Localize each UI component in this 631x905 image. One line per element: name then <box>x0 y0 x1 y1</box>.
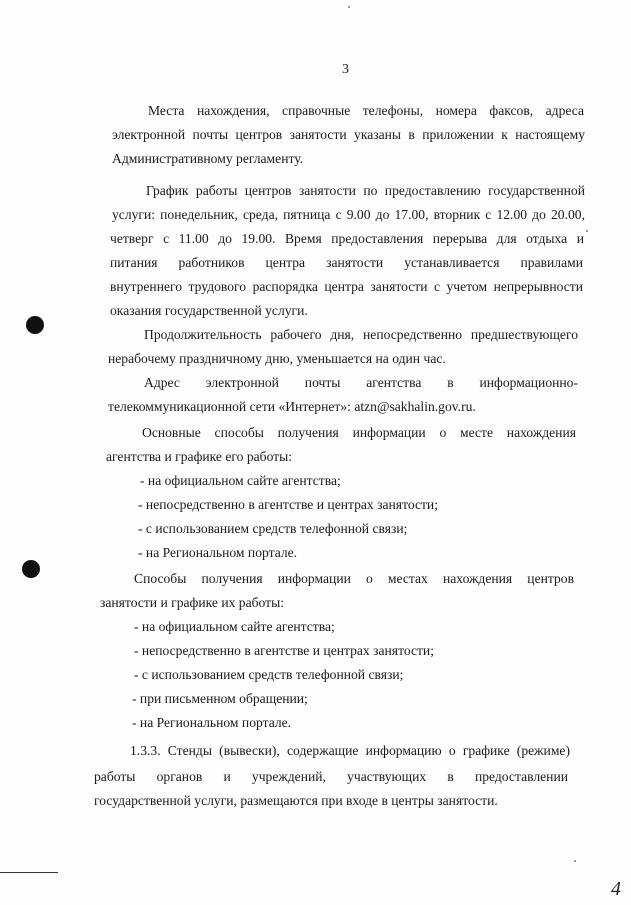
list-item: - на Региональном портале. <box>132 715 292 730</box>
text-line: услуги: понедельник, среда, пятница с 9.00 до 17.00, вторник с 12.00 до 20.00, <box>112 207 585 222</box>
list-item: - на официальном сайте агентства; <box>140 473 341 488</box>
text-line: Административному регламенту. <box>112 151 304 166</box>
text-line: внутреннего трудового распорядка центра занятости с учетом непрерывности <box>110 279 583 294</box>
text-line: 1.3.3. Стенды (вывески), содержащие информацию о графике (режиме) <box>130 743 570 758</box>
list-item: - с использованием средств телефонной связи; <box>134 667 404 682</box>
scan-speck <box>586 230 588 232</box>
text-line: государственной услуги, размещаются при входе в центры занятости. <box>94 793 498 808</box>
text-line: Места нахождения, справочные телефоны, номера факсов, адреса <box>148 103 584 118</box>
text-line: питания работников центра занятости устанавливается правилами <box>110 255 583 270</box>
list-item: - с использованием средств телефонной связи; <box>138 521 408 536</box>
text-line: электронной почты центров занятости указаны в приложении к настоящему <box>112 127 585 142</box>
text-line: четверг с 11.00 до 19.00. Время предоставления перерыва для отдыха и <box>110 231 584 246</box>
text-line: оказания государственной услуги. <box>110 303 308 318</box>
list-item: - непосредственно в агентстве и центрах занятости; <box>138 497 438 512</box>
list-item: - непосредственно в агентстве и центрах занятости; <box>134 643 434 658</box>
text-line: работы органов и учреждений, участвующих в предоставлении <box>94 769 568 784</box>
list-item: - на Региональном портале. <box>138 545 298 560</box>
text-line: занятости и графике их работы: <box>100 595 285 610</box>
text-line: агентства и графике его работы: <box>106 449 293 464</box>
scan-speck <box>574 860 576 862</box>
scan-speck <box>348 6 350 8</box>
scan-line <box>0 872 58 873</box>
text-line: Продолжительность рабочего дня, непосредственно предшествующего <box>144 327 578 342</box>
text-line: Адрес электронной почты агентства в информационно- <box>144 375 578 390</box>
text-line: телекоммуникационной сети «Интернет»: atzn@sakhalin.gov.ru. <box>108 399 476 414</box>
text-line: Основные способы получения информации о месте нахождения <box>142 425 576 440</box>
handwritten-mark: 4 <box>611 878 621 900</box>
page-number: 3 <box>342 62 349 77</box>
binder-hole <box>26 316 44 334</box>
list-item: - на официальном сайте агентства; <box>134 619 335 634</box>
text-line: Способы получения информации о местах нахождения центров <box>134 571 574 586</box>
binder-hole <box>22 560 40 578</box>
text-line: нерабочему праздничному дню, уменьшается на один час. <box>108 351 446 366</box>
list-item: - при письменном обращении; <box>132 691 308 706</box>
text-line: График работы центров занятости по предоставлению государственной <box>146 183 585 198</box>
